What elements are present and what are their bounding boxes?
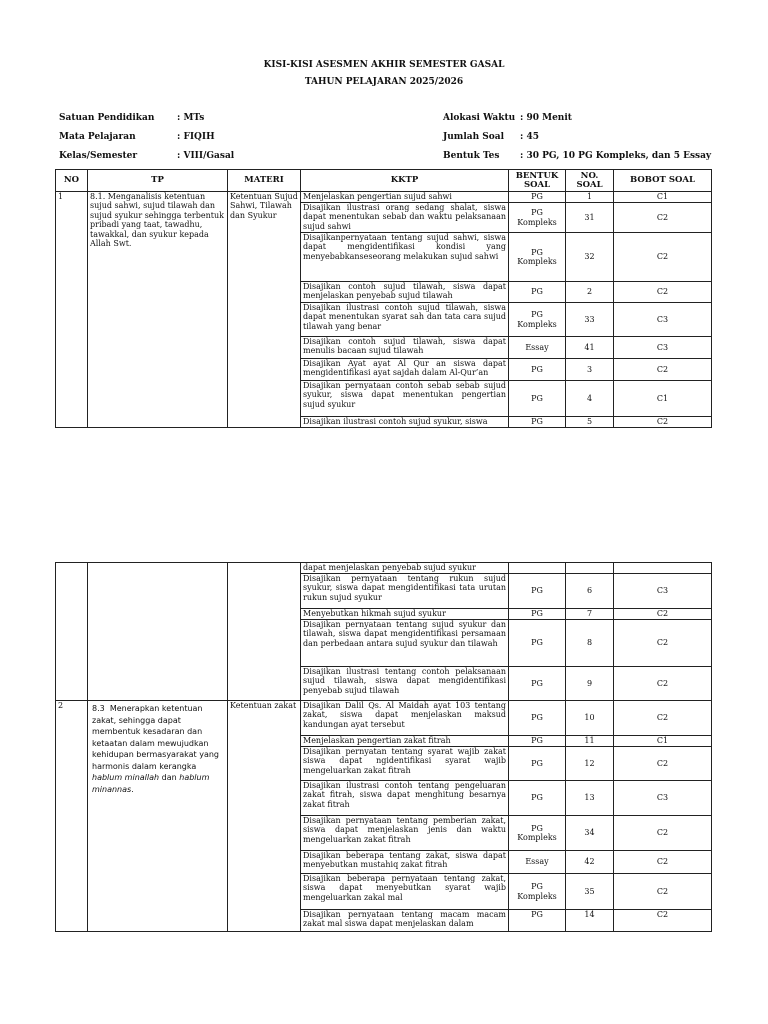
kisi-table-page2 [55, 562, 712, 932]
nosoal-cell: 1 [566, 192, 614, 203]
table-header-row [56, 170, 712, 192]
bobot-cell: C2 [614, 816, 712, 851]
kisi-table-page1 [55, 169, 712, 428]
kktp-cell: Disajikan ilustrasi contoh sujud tilawah, siswa dapat menentukan syarat sah dan tata cara sujud tilawah yang benar [301, 303, 509, 337]
bentuk-cell: PG [509, 609, 566, 620]
nosoal-cell: 6 [566, 574, 614, 609]
bentuk-cell: PG [509, 417, 566, 428]
bentuk-cell [509, 563, 566, 574]
nosoal-cell: 12 [566, 747, 614, 781]
section1-no: 1 [56, 192, 88, 428]
page2-no-cell [56, 563, 88, 701]
table-row [56, 563, 712, 574]
bobot-cell [614, 563, 712, 574]
nosoal-cell [566, 563, 614, 574]
nosoal-cell: 14 [566, 910, 614, 932]
kktp-cell: Disajikanpernyataan tentang sujud sahwi, siswa dapat mengidentifikasi kondisi yang menyebabkanseseorang melakukan sujud sahwi [301, 233, 509, 282]
kktp-cell: Disajikan pernyataan tentang macam macam zakat mal siswa dapat menjelaskan dalam [301, 910, 509, 932]
bentuk-cell: PG [509, 701, 566, 736]
kktp-cell: Disajikan beberapa pernyataan tentang zakat, siswa dapat menyebutkan syarat wajib mengeluarkan zakal mal [301, 874, 509, 910]
alokasi-value: : 90 Menit [520, 113, 572, 123]
bentuk-cell: PG [509, 192, 566, 203]
mapel-value: : FIQIH [177, 132, 215, 142]
kktp-cell: Disajikan pernyataan tentang sujud syukur dan tilawah, siswa dapat mengidentifikasi persamaan dan perbedaan antara sujud syukur dan tilawah [301, 620, 509, 667]
nosoal-cell: 3 [566, 359, 614, 381]
kktp-cell: Menjelaskan pengertian sujud sahwi [301, 192, 509, 203]
nosoal-cell: 35 [566, 874, 614, 910]
kktp-cell: Disajikan ilustrasi contoh sujud syukur, siswa [301, 417, 509, 428]
bentuk-cell: PG Kompleks [509, 874, 566, 910]
bobot-cell: C2 [614, 417, 712, 428]
bobot-cell: C2 [614, 609, 712, 620]
bentuk-cell: PG [509, 381, 566, 417]
header-bobot: BOBOT SOAL [614, 170, 712, 192]
bobot-cell: C2 [614, 233, 712, 282]
section2-tp-italic1: hablum minallah [92, 773, 160, 782]
bobot-cell: C1 [614, 192, 712, 203]
kktp-cell: Disajikan pernyataan tentang rukun sujud syukur, siswa dapat mengidentifikasi tata urutan rukun sujud syukur [301, 574, 509, 609]
nosoal-cell: 9 [566, 667, 614, 701]
satuan-label: Satuan Pendidikan [59, 113, 155, 123]
kelas-label: Kelas/Semester [59, 151, 138, 161]
header-materi: MATERI [228, 170, 301, 192]
kktp-cell: Disajikan ilustrasi contoh tentang pengeluaran zakat fitrah, siswa dapat menghitung besarnya zakat fitrah [301, 781, 509, 816]
nosoal-cell: 4 [566, 381, 614, 417]
header-kktp: KKTP [301, 170, 509, 192]
table-row [56, 701, 712, 736]
table-row [56, 192, 712, 203]
nosoal-cell: 33 [566, 303, 614, 337]
section2-tp-text: Menerapkan ketentuan zakat, sehingga dapat membentuk kesadaran dan ketaatan dalam mewujudkan kehidupan bermasyarakat yang harmonis dalam kerangka [92, 704, 220, 771]
nosoal-cell: 2 [566, 282, 614, 303]
bobot-cell: C2 [614, 701, 712, 736]
nosoal-cell: 7 [566, 609, 614, 620]
kktp-continuation: dapat menjelaskan penyebab sujud syukur [301, 563, 509, 574]
kktp-cell: Disajikan contoh sujud tilawah, siswa dapat menulis bacaan sujud tilawah [301, 337, 509, 359]
bobot-cell: C2 [614, 851, 712, 874]
kktp-cell: Disajikan ilustrasi tentang contoh pelaksanaan sujud tilawah, siswa dapat mengidentifikasi penyebab sujud tilawah [301, 667, 509, 701]
nosoal-cell: 41 [566, 337, 614, 359]
bentuk-cell: Essay [509, 337, 566, 359]
section2-tp-number: 8.3 [92, 704, 105, 713]
header-tp: TP [88, 170, 228, 192]
mapel-label: Mata Pelajaran [59, 132, 136, 142]
section2-no: 2 [56, 701, 88, 932]
bentuk-cell: PG Kompleks [509, 303, 566, 337]
jumlah-value: : 45 [520, 132, 539, 142]
nosoal-cell: 5 [566, 417, 614, 428]
section2-tp-end: . [131, 784, 134, 794]
nosoal-cell: 11 [566, 736, 614, 747]
kktp-cell: Disajikan pernyatan tentang syarat wajib zakat siswa dapat ngidentifikasi syarat wajib mengeluarkan zakat fitrah [301, 747, 509, 781]
nosoal-cell: 34 [566, 816, 614, 851]
header-nosoal: NO. SOAL [566, 170, 614, 192]
nosoal-cell: 42 [566, 851, 614, 874]
section2-tp [88, 701, 228, 932]
bentuk-cell: PG [509, 574, 566, 609]
bentuk-cell: PG Kompleks [509, 203, 566, 233]
bentuk-cell: PG [509, 620, 566, 667]
bentuk-value: : 30 PG, 10 PG Kompleks, dan 5 Essay [520, 151, 712, 161]
bobot-cell: C2 [614, 667, 712, 701]
bentuk-cell: PG Kompleks [509, 816, 566, 851]
bobot-cell: C2 [614, 359, 712, 381]
bobot-cell: C3 [614, 574, 712, 609]
nosoal-cell: 13 [566, 781, 614, 816]
bentuk-cell: PG [509, 359, 566, 381]
bentuk-cell: Essay [509, 851, 566, 874]
bentuk-cell: PG [509, 667, 566, 701]
bentuk-cell: PG [509, 736, 566, 747]
kktp-cell: Disajikan ilustrasi orang sedang shalat, siswa dapat menentukan sebab dan waktu pelaksanaan sujud sahwi [301, 203, 509, 233]
bobot-cell: C2 [614, 747, 712, 781]
page2-materi-cell [228, 563, 301, 701]
bentuk-cell: PG [509, 282, 566, 303]
kktp-cell: Disajikan contoh sujud tilawah, siswa dapat menjelaskan penyebab sujud tilawah [301, 282, 509, 303]
jumlah-label: Jumlah Soal [443, 132, 505, 142]
kktp-cell: Disajikan Ayat ayat Al Qur an siswa dapat mengidentifikasi ayat sajdah dalam Al-Qur’an [301, 359, 509, 381]
section2-tp-dan: dan [161, 773, 177, 782]
kktp-cell: Disajikan pernyataan tentang pemberian zakat, siswa dapat menjelaskan jenis dan waktu mengeluarkan zakat fitrah [301, 816, 509, 851]
header-bentuk: BENTUK SOAL [509, 170, 566, 192]
bobot-cell: C2 [614, 282, 712, 303]
kelas-value: : VIII/Gasal [177, 151, 235, 161]
kktp-cell: Disajikan beberapa tentang zakat, siswa dapat menyebutkan mustahiq zakat fitrah [301, 851, 509, 874]
bobot-cell: C2 [614, 874, 712, 910]
bobot-cell: C1 [614, 381, 712, 417]
bobot-cell: C3 [614, 781, 712, 816]
nosoal-cell: 8 [566, 620, 614, 667]
bobot-cell: C2 [614, 620, 712, 667]
bobot-cell: C2 [614, 203, 712, 233]
kktp-cell: Menjelaskan pengertian zakat fitrah [301, 736, 509, 747]
bentuk-label: Bentuk Tes [443, 151, 500, 161]
kktp-cell: Disajikan pernyataan contoh sebab sebab sujud syukur, siswa dapat menentukan pengertian sujud syukur [301, 381, 509, 417]
bobot-cell: C2 [614, 910, 712, 932]
document-title: KISI-KISI ASESMEN AKHIR SEMESTER GASAL [263, 60, 505, 70]
bentuk-cell: PG Kompleks [509, 233, 566, 282]
bobot-cell: C1 [614, 736, 712, 747]
bentuk-cell: PG [509, 910, 566, 932]
section2-materi: Ketentuan zakat [228, 701, 301, 932]
kktp-cell: Menyebutkan hikmah sujud syukur [301, 609, 509, 620]
section1-tp: 8.1. Menganalisis ketentuan sujud sahwi, sujud tilawah dan sujud syukur sehingga terbentuk pribadi yang taat, tawadhu, tawakkal, dan syukur kepada Allah Swt. [88, 192, 228, 428]
alokasi-label: Alokasi Waktu [443, 113, 516, 123]
page2-tp-cell [88, 563, 228, 701]
header-no: NO [56, 170, 88, 192]
bobot-cell: C3 [614, 303, 712, 337]
document-subtitle: TAHUN PELAJARAN 2025/2026 [304, 77, 464, 87]
bentuk-cell: PG [509, 747, 566, 781]
nosoal-cell: 10 [566, 701, 614, 736]
bentuk-cell: PG [509, 781, 566, 816]
kktp-cell: Disajikan Dalil Qs. Al Maidah ayat 103 tentang zakat, siswa dapat menjelaskan maksud kandungan ayat tersebut [301, 701, 509, 736]
section1-materi: Ketentuan Sujud Sahwi, Tilawah dan Syukur [228, 192, 301, 428]
nosoal-cell: 31 [566, 203, 614, 233]
satuan-value: : MTs [177, 113, 205, 123]
section2-tp-italic2: hablum minannas [92, 773, 210, 794]
nosoal-cell: 32 [566, 233, 614, 282]
bobot-cell: C3 [614, 337, 712, 359]
